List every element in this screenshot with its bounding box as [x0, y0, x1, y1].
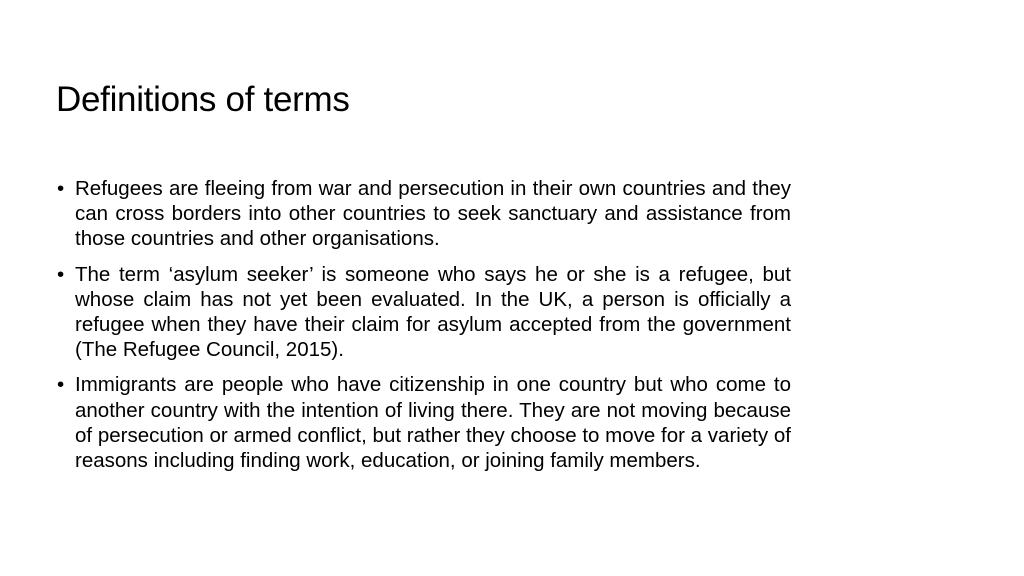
bullet-item-refugees: • Refugees are fleeing from war and persecution in their own countries and they can cross borders into other countries to seek sanctuary and assistance from those countries and other organisations. — [56, 176, 791, 252]
slide-title: Definitions of terms — [56, 80, 350, 119]
bullet-list — [56, 176, 791, 483]
bullet-item-asylum-seeker: • The term ‘asylum seeker’ is someone who says he or she is a refugee, but whose claim has not yet been evaluated. In the UK, a person is officially a refugee when they have their claim for asylum accepted from the government (The Refugee Council, 2015). — [56, 262, 791, 363]
bullet-item-immigrants: • Immigrants are people who have citizenship in one country but who come to another country with the intention of living there. They are not moving because of persecution or armed conflict, but rather they choose to move for a variety of reasons including finding work, education, or joining family members. — [56, 372, 791, 473]
